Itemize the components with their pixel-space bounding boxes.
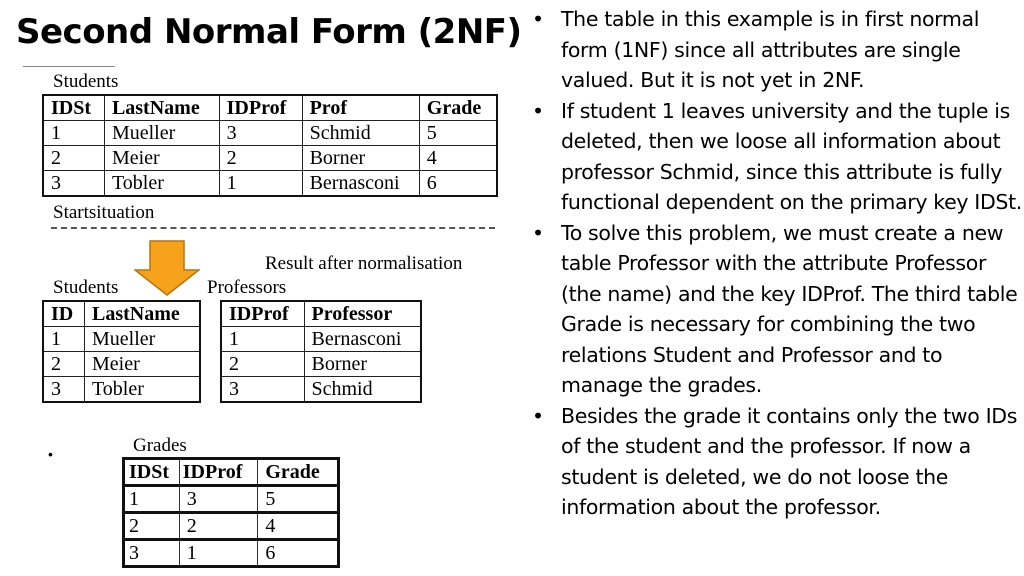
table-cell: 3 <box>124 540 180 567</box>
table-row <box>124 486 339 513</box>
table-cell: 5 <box>419 121 497 146</box>
table-cell: 3 <box>43 377 84 403</box>
bullet-dot: • <box>532 403 544 428</box>
table-row <box>43 171 497 197</box>
column-header: IDProf <box>219 95 302 121</box>
professors-table-caption: Professors <box>207 277 287 298</box>
table-row <box>221 327 421 352</box>
table-cell: 3 <box>43 171 104 197</box>
column-header: Grade <box>258 459 339 486</box>
table-header-row <box>221 301 421 327</box>
explanation-bullets <box>532 4 1022 523</box>
result-label: Result after normalisation <box>265 253 463 274</box>
students-table <box>42 300 201 403</box>
start-table-caption: Students <box>53 71 119 92</box>
table-cell: 6 <box>419 171 497 197</box>
table-cell: 1 <box>124 486 180 513</box>
slide-title: Second Normal Form (2NF) <box>16 12 522 52</box>
column-header: IDProf <box>221 301 304 327</box>
table-cell: 3 <box>179 486 258 513</box>
column-header: Grade <box>419 95 497 121</box>
professors-table <box>220 300 422 403</box>
table-cell: 1 <box>219 171 302 197</box>
table-cell: Schmid <box>304 377 421 403</box>
grades-table <box>122 457 340 568</box>
table-cell: Tobler <box>84 377 200 403</box>
table-cell: 2 <box>219 146 302 171</box>
bullet-item <box>532 96 1022 218</box>
bullet-text: Besides the grade it contains only the two IDs of the student and the professor. If now a student is deleted, we do not loose the information about the professor. <box>561 403 1018 519</box>
table-cell: 4 <box>258 513 339 540</box>
column-header: Professor <box>304 301 421 327</box>
table-row <box>43 121 497 146</box>
table-cell: Meier <box>84 352 200 377</box>
start-table-footer: Startsituation <box>53 202 155 223</box>
table-cell: 2 <box>43 146 104 171</box>
start-students-table <box>42 94 498 197</box>
table-row <box>221 377 421 403</box>
table-row <box>43 327 200 352</box>
table-header-row <box>43 301 200 327</box>
students-table-caption: Students <box>53 277 119 298</box>
bullet-text: The table in this example is in first normal form (1NF) since all attributes are single valued. But it is not yet in 2NF. <box>561 7 980 92</box>
table-cell: 4 <box>419 146 497 171</box>
column-header: LastName <box>84 301 200 327</box>
table-cell: Bernasconi <box>302 171 419 197</box>
table-cell: 1 <box>43 121 104 146</box>
table-cell: 1 <box>221 327 304 352</box>
table-cell: Mueller <box>104 121 219 146</box>
table-cell: 1 <box>43 327 84 352</box>
table-cell: 1 <box>179 540 258 567</box>
table-cell: 5 <box>258 486 339 513</box>
table-cell: Tobler <box>104 171 219 197</box>
column-header: LastName <box>104 95 219 121</box>
table-cell: 3 <box>219 121 302 146</box>
column-header: IDSt <box>124 459 180 486</box>
column-header: Prof <box>302 95 419 121</box>
table-row <box>43 352 200 377</box>
down-arrow-icon <box>134 240 200 296</box>
table-cell: 2 <box>124 513 180 540</box>
table-cell: 2 <box>43 352 84 377</box>
table-cell: Borner <box>304 352 421 377</box>
table-row <box>124 513 339 540</box>
table-cell: Schmid <box>302 121 419 146</box>
table-cell: Borner <box>302 146 419 171</box>
grades-table-caption: Grades <box>133 435 187 456</box>
bullet-dot: • <box>532 98 544 123</box>
table-header-row <box>124 459 339 486</box>
bullet-item <box>532 401 1022 523</box>
table-row <box>124 540 339 567</box>
table-row <box>43 146 497 171</box>
column-header: IDProf <box>179 459 258 486</box>
table-cell: 2 <box>221 352 304 377</box>
table-cell: Bernasconi <box>304 327 421 352</box>
bullet-item <box>532 218 1022 401</box>
bullet-dot: • <box>532 220 544 245</box>
column-header: ID <box>43 301 84 327</box>
table-cell: Meier <box>104 146 219 171</box>
stray-bullet: • <box>48 446 53 462</box>
title-underline <box>23 66 115 67</box>
dashed-divider <box>51 227 495 229</box>
column-header: IDSt <box>43 95 104 121</box>
table-cell: Mueller <box>84 327 200 352</box>
table-row <box>43 377 200 403</box>
table-cell: 6 <box>258 540 339 567</box>
bullet-text: If student 1 leaves university and the tuple is deleted, then we loose all information about professor Schmid, since this attribute is fully functional dependent on the primary key IDSt. <box>561 98 1022 214</box>
bullet-dot: • <box>532 7 544 31</box>
table-header-row <box>43 95 497 121</box>
table-cell: 3 <box>221 377 304 403</box>
table-row <box>221 352 421 377</box>
bullet-text: To solve this problem, we must create a new table Professor with the attribute Professor (the name) and the key IDProf. The third table Grade is necessary for combining the two relations Student and Professor and to manage the grades. <box>561 220 1018 397</box>
table-cell: 2 <box>179 513 258 540</box>
bullet-item <box>532 4 1022 96</box>
